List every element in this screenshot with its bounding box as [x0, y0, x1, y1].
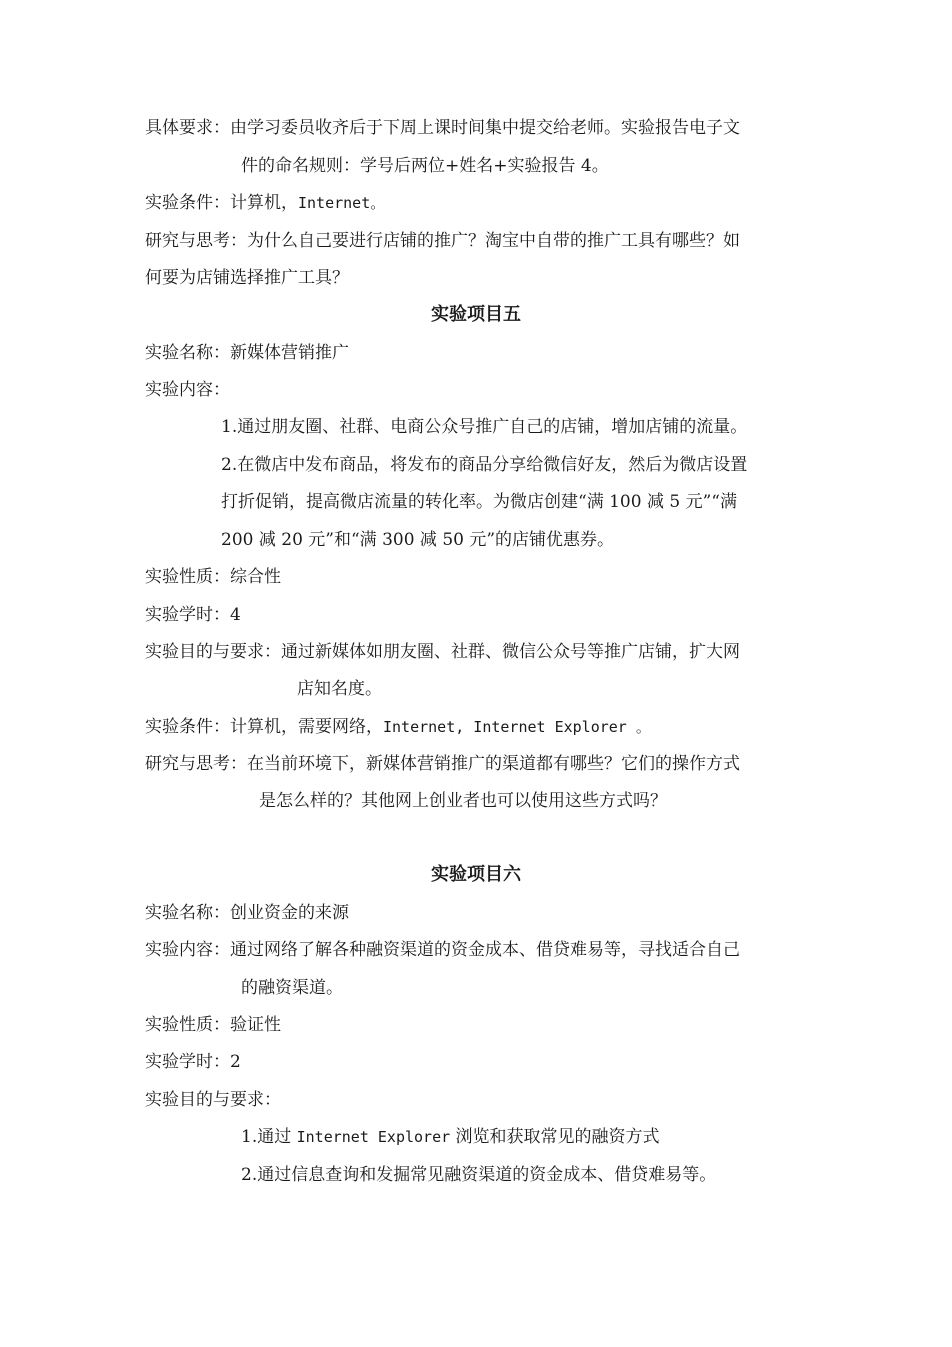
- requirements-line-2: 件的命名规则：学号后两位+姓名+实验报告 4。: [241, 156, 609, 176]
- research-line-1: 研究与思考：为什么自己要进行店铺的推广？淘宝中自带的推广工具有哪些？如: [145, 231, 740, 251]
- exp6-goal-label: 实验目的与要求：: [145, 1090, 281, 1110]
- exp5-research-line-2: 是怎么样的？其他网上创业者也可以使用这些方式吗？: [259, 791, 667, 811]
- requirements-line-1: 具体要求：由学习委员收齐后于下周上课时间集中提交给老师。实验报告电子文: [145, 118, 740, 138]
- exp6-title: 实验项目六: [431, 864, 521, 885]
- exp5-content-label: 实验内容：: [145, 380, 230, 400]
- exp5-item-1: 1.通过朋友圈、社群、电商公众号推广自己的店铺，增加店铺的流量。: [221, 417, 748, 437]
- exp6-nature: 实验性质：验证性: [145, 1015, 281, 1035]
- exp5-goal-line-2: 店知名度。: [297, 679, 382, 699]
- conditions-label: 实验条件：计算机，: [145, 193, 298, 213]
- exp6-item-1-prefix: 1.通过: [241, 1127, 297, 1147]
- exp6-item-1-suffix: 浏览和获取常见的融资方式: [450, 1127, 660, 1147]
- exp5-hours: 实验学时：4: [145, 605, 241, 625]
- exp5-conditions-value: Internet, Internet Explorer 。: [383, 718, 651, 736]
- exp6-item-1: [241, 1125, 660, 1149]
- exp5-item-2-line-1: 2.在微店中发布商品，将发布的商品分享给微信好友，然后为微店设置: [221, 455, 748, 475]
- exp6-content-line-1: 实验内容：通过网络了解各种融资渠道的资金成本、借贷难易等，寻找适合自己: [145, 940, 740, 960]
- exp5-title: 实验项目五: [431, 304, 521, 325]
- exp5-name: 实验名称：新媒体营销推广: [145, 343, 349, 363]
- exp6-hours: 实验学时：2: [145, 1052, 241, 1072]
- exp5-item-2-line-3: 200 减 20 元”和“满 300 减 50 元”的店铺优惠券。: [221, 530, 615, 550]
- exp5-nature: 实验性质：综合性: [145, 567, 281, 587]
- exp5-conditions: [145, 715, 651, 739]
- exp6-content-line-2: 的融资渠道。: [241, 978, 343, 998]
- exp5-item-2-line-2: 打折促销，提高微店流量的转化率。为微店创建“满 100 减 5 元”“满: [221, 492, 737, 512]
- conditions-value: Internet。: [298, 194, 386, 212]
- exp5-conditions-label: 实验条件：计算机，需要网络，: [145, 717, 383, 737]
- conditions-line: [145, 191, 385, 215]
- exp6-item-1-browser: Internet Explorer: [296, 1128, 451, 1146]
- exp5-goal-line-1: 实验目的与要求：通过新媒体如朋友圈、社群、微信公众号等推广店铺，扩大网: [145, 642, 740, 662]
- exp6-name: 实验名称：创业资金的来源: [145, 903, 349, 923]
- research-line-2: 何要为店铺选择推广工具？: [145, 268, 349, 288]
- exp6-item-2: 2.通过信息查询和发掘常见融资渠道的资金成本、借贷难易等。: [241, 1165, 717, 1185]
- exp5-research-line-1: 研究与思考：在当前环境下，新媒体营销推广的渠道都有哪些？它们的操作方式: [145, 754, 740, 774]
